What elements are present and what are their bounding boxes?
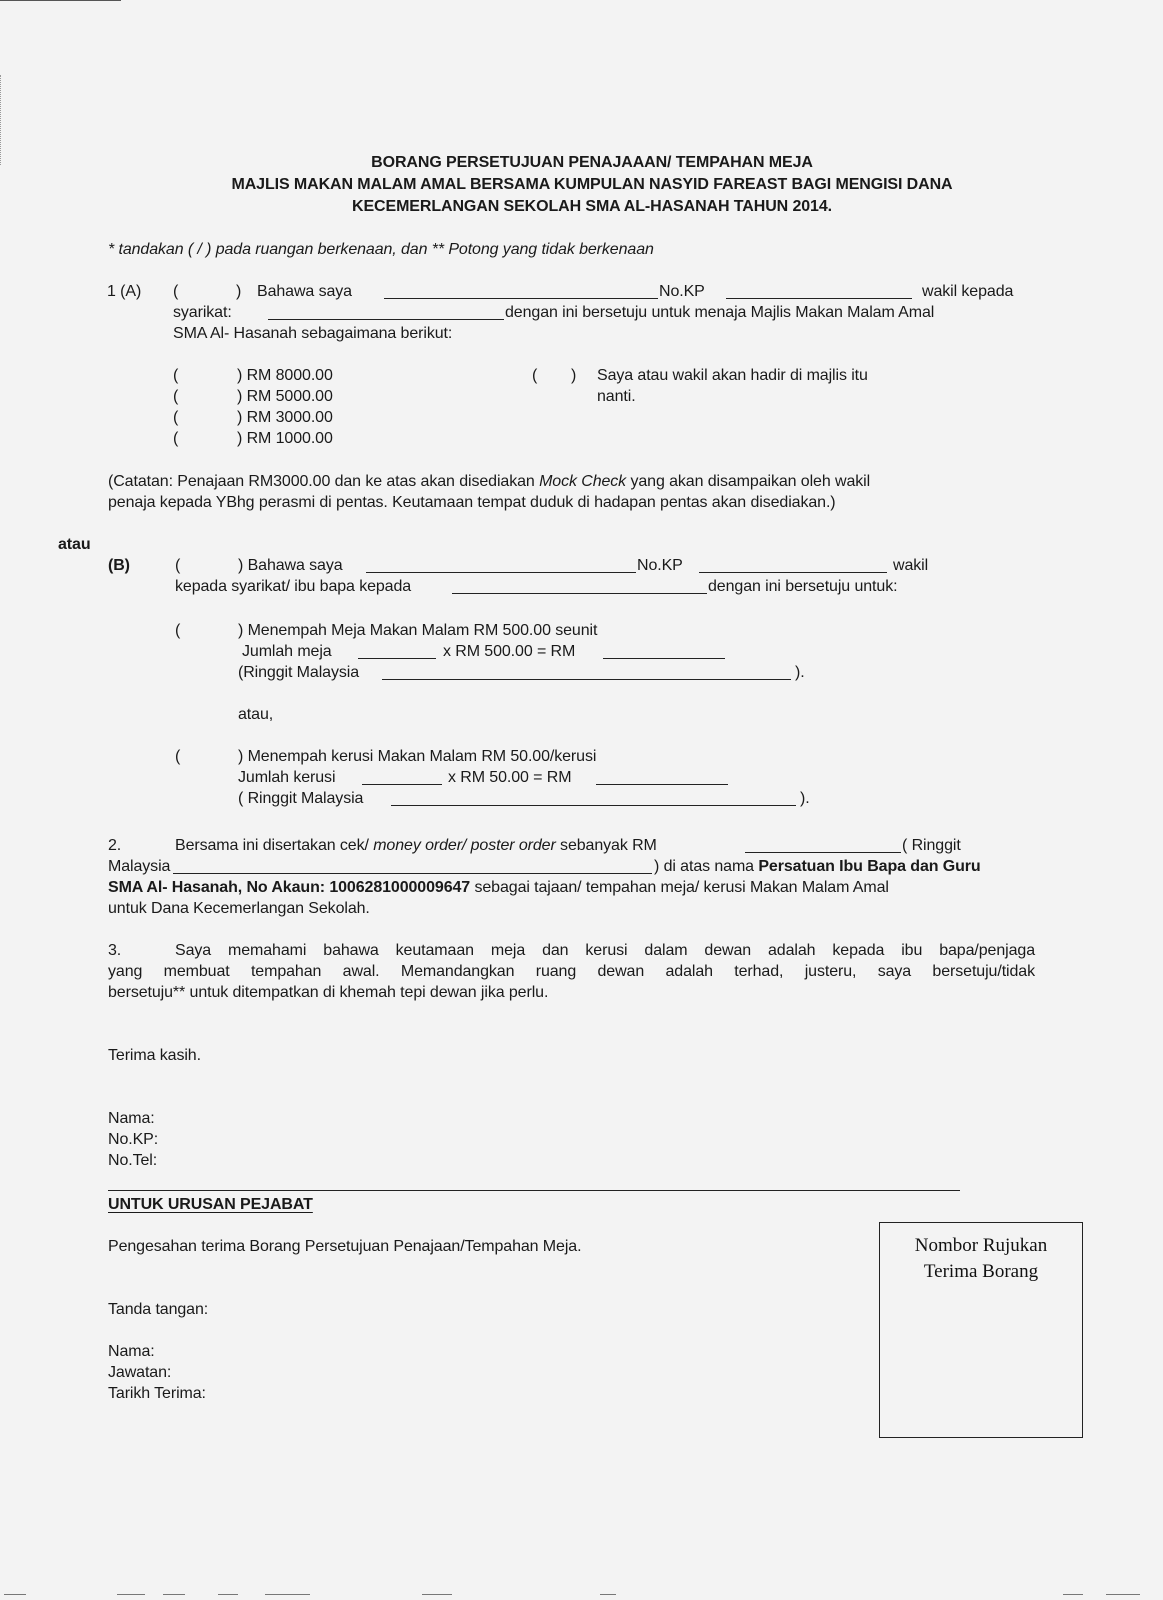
section-1a-checkbox-close: ) — [236, 283, 242, 300]
reference-number-box[interactable] — [879, 1222, 1083, 1438]
attend-text-line2: nanti. — [597, 388, 636, 405]
meja-ringgit-close: ). — [795, 664, 805, 681]
office-section-divider — [108, 1190, 960, 1191]
section-1b-label: (B) — [108, 557, 130, 574]
section-1a-nokp-field[interactable] — [726, 298, 912, 299]
section-1a-name-field[interactable] — [384, 298, 658, 299]
office-position-label: Jawatan: — [108, 1364, 172, 1381]
office-confirmation-text: Pengesahan terima Borang Persetujuan Penajaan/Tempahan Meja. — [108, 1238, 582, 1255]
note-line2: penaja kepada YBhg perasmi di pentas. Keutamaan tempat duduk di hadapan pentas akan disediakan.) — [108, 494, 836, 511]
meja-ringgit-label: (Ringgit Malaysia — [238, 664, 360, 681]
section-1a-nokp-label: No.KP — [659, 283, 705, 300]
option-3000-checkbox[interactable]: ( — [173, 409, 179, 426]
section-1b-nokp-field[interactable] — [699, 572, 887, 573]
kerusi-count-field[interactable] — [362, 784, 442, 785]
signatory-name-label: Nama: — [108, 1110, 155, 1127]
kerusi-total-field[interactable] — [596, 784, 728, 785]
option-5000-label: RM 5000.00 — [246, 388, 333, 405]
option-1000-label: RM 1000.00 — [246, 430, 333, 447]
section-2-ringgit-words-field[interactable] — [173, 873, 652, 874]
meja-count-field[interactable] — [358, 658, 436, 659]
section-2-amount-field[interactable] — [745, 852, 901, 853]
option-8000-checkbox[interactable]: ( — [173, 367, 179, 384]
section-1b-agree-text: dengan ini bersetuju untuk: — [708, 578, 898, 595]
account-number: SMA Al- Hasanah, No Akaun: 1006281000009647 — [108, 879, 471, 896]
option-1000-checkbox[interactable]: ( — [173, 430, 179, 447]
meja-checkbox[interactable]: ( — [175, 622, 181, 639]
kerusi-ringgit-close: ). — [800, 790, 810, 807]
kerusi-ringgit-words-field[interactable] — [391, 805, 796, 806]
section-1a-as-follows: SMA Al- Hasanah sebagaimana berikut: — [173, 325, 453, 342]
meja-total-field[interactable] — [603, 658, 725, 659]
section-2-line1: Bersama ini disertakan cek/ money order/ poster order sebanyak RM — [175, 837, 657, 854]
signatory-tel-label: No.Tel: — [108, 1152, 158, 1169]
reference-box-label: Nombor Rujukan Terima Borang — [914, 1235, 1048, 1282]
section-1a-label: 1 (A) — [107, 283, 142, 300]
meja-ringgit-words-field[interactable] — [382, 679, 791, 680]
form-title-line1: BORANG PERSETUJUAN PENAJAAAN/ TEMPAHAN MEJA — [371, 154, 813, 171]
meja-formula: x RM 500.00 = RM — [443, 643, 576, 660]
attend-checkbox[interactable]: ( — [532, 367, 538, 384]
section-1a-company-field[interactable] — [268, 319, 504, 320]
kerusi-checkbox[interactable]: ( — [175, 748, 181, 765]
scan-fragment — [163, 1594, 185, 1595]
section-1b-company-field[interactable] — [452, 593, 707, 594]
kerusi-ringgit-label: ( Ringgit Malaysia — [238, 790, 364, 807]
scan-fragment — [422, 1594, 452, 1595]
kerusi-formula: x RM 50.00 = RM — [448, 769, 572, 786]
scanned-form-page: BORANG PERSETUJUAN PENAJAAAN/ TEMPAHAN MEJA MAJLIS MAKAN MALAM AMAL BERSAMA KUMPULAN NASYID FAREAST BAGI MENGISI DANA KECEMERLANGAN SEKOLAH SMA AL-HASANAH TAHUN 2014. * tandakan ( / ) pada ruangan berkenaan, dan ** Potong yang tidak berkenaan 1 (A) ( ) Bahawa saya No.KP wakil kepada syarikat: dengan ini bersetuju untuk menaja Majlis Makan Malam Amal SMA Al- Hasanah sebagaimana berikut: ( ) RM 8000.00 ( ) RM 5000.00 ( ) RM 3000.00 ( ) RM 1000.00 ( ) Saya atau wakil akan hadir di majlis itu nanti. (Catatan: Penajaan RM3000.00 dan ke atas akan disediakan Mock Check yang akan disampaikan oleh wakil penaja kepada YBhg perasmi di pentas. Keutamaan tempat duduk di hadapan pentas akan disediakan.) atau (B) ( ) Bahawa saya No.KP wakil kepada syarikat/ ibu bapa kepada dengan ini bersetuju untuk: ( ) Menempah Meja Makan Malam RM 500.00 seunit Jumlah meja x RM 500.00 = RM (Ringgit Malaysia ). atau, ( ) Menempah kerusi Makan Malam RM 50.00/kerusi Jumlah kerusi x RM 50.00 = RM ( Ringgit Malaysia ). 2. Bersama ini disertakan cek/ money order/ poster order sebanyak RM ( Ringgit Malaysia ) di atas nama Persatuan Ibu Bapa dan Guru SMA Al- Hasanah, No Akaun: 1006281000009647 sebagai tajaan/ tempahan meja/ kerusi Makan Malam Amal untuk Dana Kecemerlangan Sekolah. 3. Saya memahami bahawa keutamaan meja dan kerusi dalam dewan adalah kepada ibu bapa/penjaga yang membuat tempahan awal. Memandangkan ruang dewan adalah terhad, justeru, saya bersetuju/tidak bersetuju** untuk ditempatkan di khemah tepi dewan jika perlu. Terima kasih. Nama: No.KP: No.Tel: UNTUK URUSAN PEJABAT Pengesahan terima Borang Persetujuan Penajaan/Tempahan Meja. Tanda tangan: Nama: Jawatan: Tarikh Terima: Nombor Rujukan Terima Borang — [0, 0, 1163, 1600]
kerusi-count-label: Jumlah kerusi — [238, 769, 336, 786]
section-1a-wakil-kepada: wakil kepada — [922, 283, 1014, 300]
option-5000-checkbox[interactable]: ( — [173, 388, 179, 405]
scan-fragment — [117, 1594, 145, 1595]
office-date-label: Tarikh Terima: — [108, 1385, 206, 1402]
scan-fragment — [1106, 1594, 1140, 1595]
section-1b-company-parent-label: kepada syarikat/ ibu bapa kepada — [175, 578, 412, 595]
form-title-line2: MAJLIS MAKAN MALAM AMAL BERSAMA KUMPULAN NASYID FAREAST BAGI MENGISI DANA — [231, 176, 953, 193]
section-3-line1: Saya memahami bahawa keutamaan meja dan kerusi dalam dewan adalah kepada ibu bapa/penjaga — [175, 942, 1035, 959]
kerusi-order-text: ) Menempah kerusi Makan Malam RM 50.00/kerusi — [238, 748, 597, 765]
option-3000-label: RM 3000.00 — [246, 409, 333, 426]
signatory-ic-label: No.KP: — [108, 1131, 159, 1148]
section-3-line2: yang membuat tempahan awal. Memandangkan ruang dewan adalah terhad, justeru, saya bersetuju/tidak — [108, 963, 1035, 980]
note-line1: (Catatan: Penajaan RM3000.00 dan ke atas akan disediakan Mock Check yang akan disampaikan oleh wakil — [108, 473, 871, 490]
closing-thanks: Terima kasih. — [108, 1047, 201, 1064]
section-2-malaysia-label: Malaysia — [108, 858, 171, 875]
option-8000-label: RM 8000.00 — [246, 367, 333, 384]
instruction-text: * tandakan ( / ) pada ruangan berkenaan, dan ** Potong yang tidak berkenaan — [108, 241, 654, 258]
scan-fragment — [1063, 1594, 1083, 1595]
section-1a-bahawa-saya: Bahawa saya — [257, 283, 352, 300]
scan-fragment — [600, 1594, 616, 1595]
attend-checkbox-close: ) — [571, 367, 577, 384]
office-signature-label: Tanda tangan: — [108, 1301, 209, 1318]
attend-text-line1: Saya atau wakil akan hadir di majlis itu — [597, 367, 868, 384]
section-2-line4: untuk Dana Kecemerlangan Sekolah. — [108, 900, 370, 917]
scan-fragment — [4, 1594, 26, 1595]
section-1b-checkbox[interactable]: ( — [175, 557, 181, 574]
section-1b-nokp-label: No.KP — [637, 557, 683, 574]
form-title-line3: KECEMERLANGAN SEKOLAH SMA AL-HASANAH TAHUN 2014. — [352, 198, 832, 215]
section-2-line2-rest: ) di atas nama Persatuan Ibu Bapa dan Guru — [654, 858, 981, 875]
pibg-name: Persatuan Ibu Bapa dan Guru — [758, 858, 981, 875]
section-1a-syarikat-label: syarikat: — [173, 304, 232, 321]
section-3-number: 3. — [108, 942, 122, 959]
office-use-title: UNTUK URUSAN PEJABAT — [108, 1196, 313, 1213]
scan-fragment — [265, 1594, 310, 1595]
meja-kerusi-atau: atau, — [238, 706, 274, 723]
scan-edge-marks — [0, 75, 3, 165]
office-name-label: Nama: — [108, 1343, 155, 1360]
section-2-ringgit-open: ( Ringgit — [902, 837, 961, 854]
scan-edge-line — [0, 0, 121, 1]
section-1b-bahawa-saya: ) Bahawa saya — [238, 557, 343, 574]
section-1a-checkbox-open[interactable]: ( — [173, 283, 179, 300]
section-1a-agree-text: dengan ini bersetuju untuk menaja Majlis Makan Malam Amal — [505, 304, 935, 321]
meja-order-text: ) Menempah Meja Makan Malam RM 500.00 seunit — [238, 622, 598, 639]
section-2-number: 2. — [108, 837, 122, 854]
section-2-line3: SMA Al- Hasanah, No Akaun: 1006281000009647 sebagai tajaan/ tempahan meja/ kerusi Makan Malam Amal — [108, 879, 889, 896]
section-1b-name-field[interactable] — [366, 572, 636, 573]
scan-fragment — [218, 1594, 238, 1595]
meja-count-label: Jumlah meja — [242, 643, 332, 660]
atau-separator: atau — [58, 536, 91, 553]
section-3-line3: bersetuju** untuk ditempatkan di khemah tepi dewan jika perlu. — [108, 984, 549, 1001]
section-1b-wakil: wakil — [893, 557, 929, 574]
